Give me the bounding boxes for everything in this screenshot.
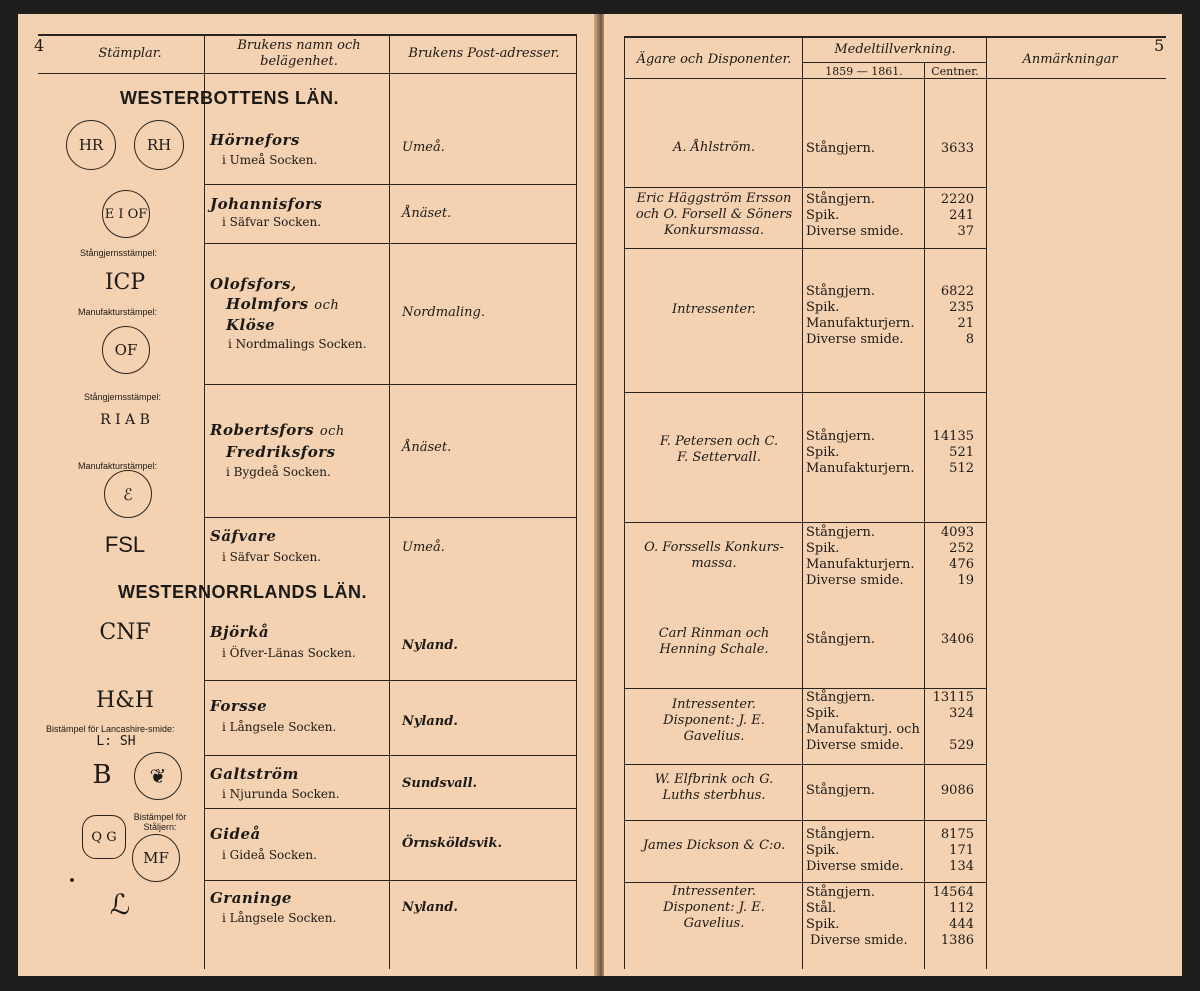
quantity: 37 xyxy=(957,224,974,239)
section-westernorrland: WESTERNORRLANDS LÄN. xyxy=(118,582,367,602)
product: Manufakturj. och xyxy=(806,722,920,737)
product: Manufakturjern. xyxy=(806,316,915,331)
bruk-name: Graninge xyxy=(210,889,292,907)
bruk-name: Johannisfors xyxy=(210,195,323,213)
product: Spik. xyxy=(806,300,840,315)
quantity: 14135 xyxy=(932,429,974,444)
col-rule-5 xyxy=(802,36,803,969)
row-rule xyxy=(624,764,986,765)
owner: Eric Häggström Ersson och O. Forsell & Söners Konkursmassa. xyxy=(635,191,793,238)
post-address: Umeå. xyxy=(402,140,445,155)
quantity: 8175 xyxy=(940,827,974,842)
stamp-lsh: L: SH xyxy=(96,734,136,749)
quantity: 8 xyxy=(965,332,974,347)
owner: James Dickson & C:o. xyxy=(642,838,786,853)
bruk-socken: i Öfver-Länas Socken. xyxy=(222,646,356,660)
quantity: 521 xyxy=(949,445,974,460)
row-rule xyxy=(204,755,576,756)
bruk-socken: i Säfvar Socken. xyxy=(222,215,322,229)
product: Spik. xyxy=(806,541,840,556)
post-address: Nordmaling. xyxy=(402,305,485,320)
row-rule xyxy=(204,184,576,185)
quantity: 1386 xyxy=(940,933,974,948)
header-remarks: Anmärkningar xyxy=(1022,52,1118,67)
bruk-name: Forsse xyxy=(210,697,268,715)
bruk-name-part: Robertsfors xyxy=(210,421,315,439)
bruk-name: Hörnefors xyxy=(210,131,300,149)
owner: A. Åhlström. xyxy=(673,140,755,155)
quantity: 19 xyxy=(957,573,974,588)
row-rule xyxy=(204,808,576,809)
bruk-socken: i Långsele Socken. xyxy=(222,911,337,925)
row-rule xyxy=(624,187,986,188)
header-stamps: Stämplar. xyxy=(98,46,162,61)
bruk-name: Galtström xyxy=(210,765,299,783)
stamp-rf-monogram: ℰ xyxy=(104,470,152,518)
stamp-b: B xyxy=(92,760,112,790)
label-stangjern-2: Stångjernsstämpel: xyxy=(84,392,162,402)
post-address: Umeå. xyxy=(402,540,445,555)
quantity: 9086 xyxy=(940,783,974,798)
product: Stångjern. xyxy=(806,885,876,900)
bruk-socken: i Gideå Socken. xyxy=(222,848,317,862)
col-rule-2 xyxy=(389,34,390,969)
owner: W. Elfbrink och G. Luths sterbhus. xyxy=(654,772,774,803)
bruk-name xyxy=(226,294,339,316)
stamp-monogram-graninge: ℒ xyxy=(109,888,131,921)
quantity: 134 xyxy=(949,859,974,874)
col-rule-6 xyxy=(924,62,925,969)
section-westerbotten: WESTERBOTTENS LÄN. xyxy=(120,88,339,108)
post-address: Nyland. xyxy=(402,900,458,915)
top-rule-left xyxy=(38,34,576,36)
stamp-mf: MF xyxy=(132,834,180,882)
quantity: 444 xyxy=(949,917,974,932)
och-word: och xyxy=(319,424,345,439)
product: Spik. xyxy=(806,917,840,932)
stamp-eiof: E I OF xyxy=(102,190,150,238)
header-years: 1859 — 1861. xyxy=(825,65,903,78)
stamp-qg: Q G xyxy=(82,815,126,859)
bruk-name: Gideå xyxy=(210,825,261,843)
product: Stångjern. xyxy=(806,827,876,842)
quantity: 252 xyxy=(949,541,974,556)
bruk-name: Fredriksfors xyxy=(226,443,336,461)
product: Spik. xyxy=(806,706,840,721)
col-rule-3 xyxy=(576,34,577,969)
row-rule xyxy=(624,688,986,689)
header-unit: Centner. xyxy=(931,65,979,78)
label-bistampel-staljern: Bistämpel för Ståljern: xyxy=(133,812,187,832)
quantity: 241 xyxy=(949,208,974,223)
post-address: Örnsköldsvik. xyxy=(402,836,502,851)
stamp-riab: R I A B xyxy=(100,412,150,428)
bruk-socken: i Njurunda Socken. xyxy=(222,787,340,801)
stamp-hoh: H&H xyxy=(96,688,154,713)
row-rule xyxy=(204,517,576,518)
och-word: och xyxy=(314,298,340,313)
bruk-name xyxy=(210,420,345,442)
product: Stångjern. xyxy=(806,783,876,798)
header-rule-left xyxy=(38,73,576,74)
owner: Intressenter. Disponent: J. E. Gavelius. xyxy=(663,884,765,931)
bruk-name: Björkå xyxy=(210,623,270,641)
row-rule xyxy=(204,384,576,385)
post-address: Nyland. xyxy=(402,714,458,729)
row-rule xyxy=(204,880,576,881)
col-rule-7 xyxy=(986,36,987,969)
quantity: 112 xyxy=(949,901,974,916)
bruk-socken: i Bygdeå Socken. xyxy=(226,465,331,479)
row-rule xyxy=(204,680,576,681)
bruk-name: Säfvare xyxy=(210,527,277,545)
product: Diverse smide. xyxy=(806,859,904,874)
product: Stångjern. xyxy=(806,525,876,540)
stamp-of: OF xyxy=(102,326,150,374)
page-number-right: 5 xyxy=(1154,36,1165,55)
quantity: 235 xyxy=(949,300,974,315)
subheader-rule xyxy=(802,62,986,63)
header-bruk-name: Brukens namn och belägenhet. xyxy=(237,38,361,69)
product: Stångjern. xyxy=(806,429,876,444)
product: Stångjern. xyxy=(806,632,876,647)
hop-icon: ❦ xyxy=(134,752,182,800)
header-production: Medeltillverkning. xyxy=(834,42,956,57)
quantity: 4093 xyxy=(940,525,974,540)
product: Diverse smide. xyxy=(806,332,904,347)
post-address: Ånäset. xyxy=(402,440,452,455)
label-manufaktur-2: Manufakturstämpel: xyxy=(78,461,158,471)
bruk-socken: i Umeå Socken. xyxy=(222,153,318,167)
row-rule xyxy=(204,243,576,244)
post-address: Ånäset. xyxy=(402,206,452,221)
product: Stål. xyxy=(806,901,837,916)
stamp-rh: RH xyxy=(134,120,184,170)
owner: Intressenter. Disponent: J. E. Gavelius. xyxy=(663,697,765,744)
bruk-socken: i Nordmalings Socken. xyxy=(228,337,367,351)
product: Stångjern. xyxy=(806,284,876,299)
product: Stångjern. xyxy=(806,192,876,207)
quantity: 529 xyxy=(949,738,974,753)
post-address: Nyland. xyxy=(402,638,458,653)
label-bistampel-lancashire: Bistämpel för Lancashire-smide: xyxy=(46,724,175,734)
bruk-name: Klöse xyxy=(226,316,276,334)
quantity: 21 xyxy=(957,316,974,331)
product: Stångjern. xyxy=(806,690,876,705)
stamp-cnf: CNF xyxy=(99,620,151,645)
row-rule xyxy=(624,522,986,523)
ink-spot xyxy=(70,878,74,882)
row-rule xyxy=(624,392,986,393)
stamp-fsl: FSL xyxy=(104,532,146,557)
product: Diverse smide. xyxy=(806,224,904,239)
quantity: 324 xyxy=(949,706,974,721)
label-manufaktur-1: Manufakturstämpel: xyxy=(78,307,158,317)
product: Spik. xyxy=(806,445,840,460)
quantity: 14564 xyxy=(932,885,974,900)
bruk-socken: i Långsele Socken. xyxy=(222,720,337,734)
right-page xyxy=(604,14,1182,976)
page-number-left: 4 xyxy=(34,36,45,55)
stamp-icp: ICP xyxy=(104,270,146,295)
stamp-hr: HR xyxy=(66,120,116,170)
row-rule xyxy=(624,820,986,821)
quantity: 512 xyxy=(949,461,974,476)
col-rule-1 xyxy=(204,34,205,969)
bruk-name-part: Holmfors xyxy=(226,295,309,313)
product: Diverse smide. xyxy=(806,738,904,753)
product: Manufakturjern. xyxy=(806,461,915,476)
quantity: 171 xyxy=(949,843,974,858)
quantity: 476 xyxy=(949,557,974,572)
owner: Intressenter. xyxy=(672,302,756,317)
top-rule-right xyxy=(624,36,1166,38)
product: Stångjern. xyxy=(806,141,876,156)
quantity: 3406 xyxy=(940,632,974,647)
quantity: 2220 xyxy=(940,192,974,207)
bruk-socken: i Säfvar Socken. xyxy=(222,550,322,564)
product: Manufakturjern. xyxy=(806,557,915,572)
col-rule-4 xyxy=(624,36,625,969)
label-stangjern-1: Stångjernsstämpel: xyxy=(80,248,158,258)
product: Diverse smide. xyxy=(806,573,904,588)
header-post: Brukens Post-adresser. xyxy=(408,46,560,61)
quantity: 13115 xyxy=(932,690,974,705)
header-owners: Ägare och Disponenter. xyxy=(636,52,792,67)
product: Spik. xyxy=(806,843,840,858)
bruk-name: Olofsfors, xyxy=(210,275,297,293)
quantity: 6822 xyxy=(940,284,974,299)
owner: F. Petersen och C. F. Settervall. xyxy=(659,434,779,465)
owner: O. Forssells Konkurs-massa. xyxy=(644,540,784,571)
post-address: Sundsvall. xyxy=(402,776,478,791)
product: Spik. xyxy=(806,208,840,223)
row-rule xyxy=(624,882,986,883)
quantity: 3633 xyxy=(940,141,974,156)
owner: Carl Rinman och Henning Schale. xyxy=(658,626,770,657)
product: Diverse smide. xyxy=(810,933,908,948)
row-rule xyxy=(624,248,986,249)
